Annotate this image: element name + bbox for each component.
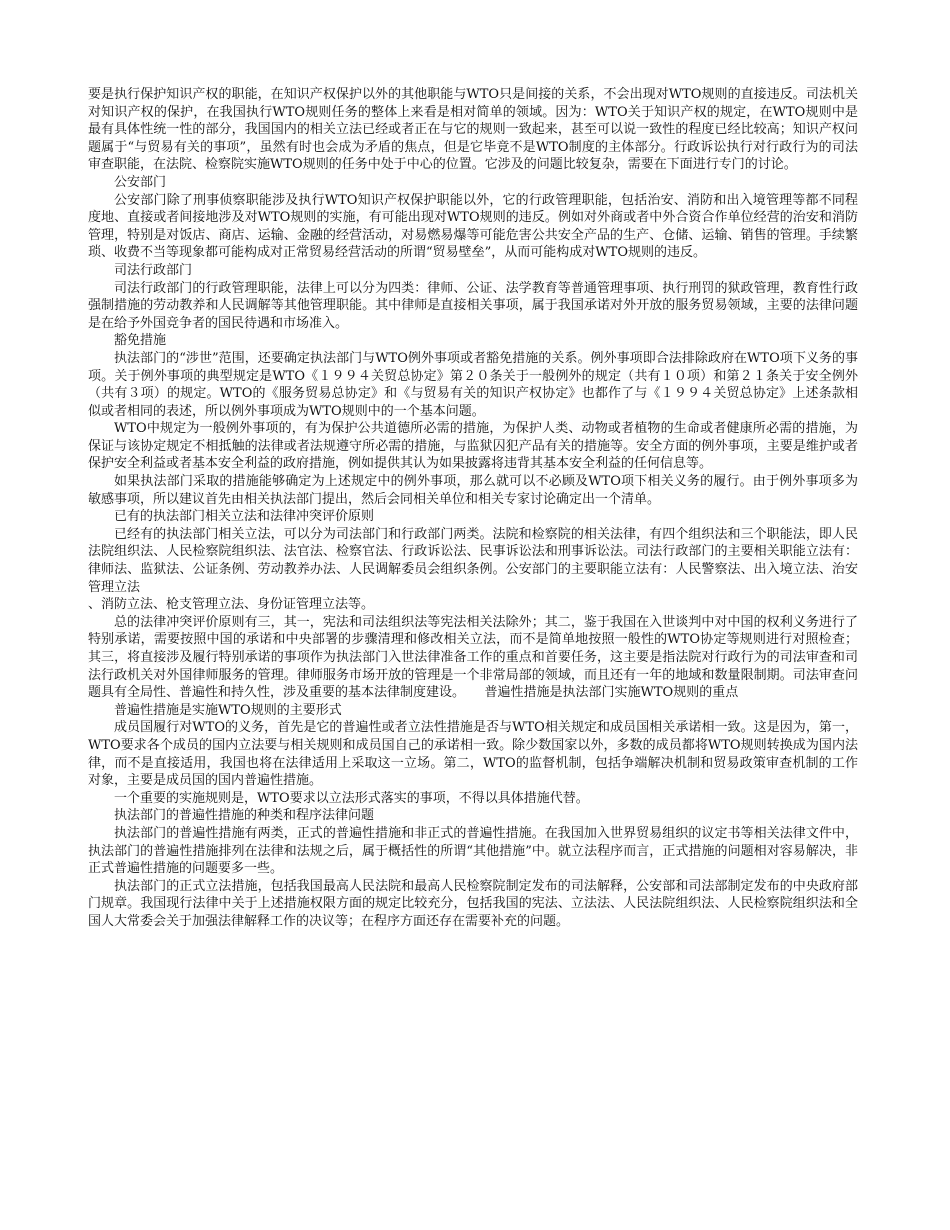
body-paragraph: 、消防立法、枪支管理立法、身份证管理立法等。 [88,597,375,613]
body-paragraph: 要是执行保护知识产权的职能，在知识产权保护以外的其他职能与WTO只是间接的关系，不会出现对WTO规则的直接违反。司法机关对知识产权的保护，在我国执行WTO规则任务的整体上来看是相对简单的领域。因为：WTO关于知识产权的规定，在WTO规则中是最有具体性统一性的部分，我国国内的相关立法已经或者正在与它的规则一致起来，甚至可以说一致性的程度已经比较高；知识产权问题属于“与贸易有关的事项”，虽然有时也会成为矛盾的焦点，但是它毕竟不是WTO制度的主体部分。行政诉讼执行对行政行为的司法审查职能，在法院、检察院实施WTO规则的任务中处于中心的位置。它涉及的问题比较复杂，需要在下面进行专门的讨论。 [88,87,858,173]
section-heading: 执法部门的普遍性措施的种类和程序法律问题 [114,808,375,824]
body-paragraph: 执法部门的正式立法措施，包括我国最高人民法院和最高人民检察院制定发布的司法解释，公安部和司法部制定发布的中央政府部门规章。我国现行法律中关于上述措施权限方面的规定比较充分，包括我国的宪法、立法法、人民法院组织法、人民检察院组织法和全国人大常委会关于加强法律解释工作的决议等；在程序方面还存在需要补充的问题。 [88,878,858,929]
body-paragraph: 司法行政部门的行政管理职能，法律上可以分为四类：律师、公证、法学教育等普通管理事项、执行刑罚的狱政管理，教育性行政强制措施的劳动教养和人民调解等其他管理职能。其中律师是直接相关事项，属于我国承诺对外开放的服务贸易领域，主要的法律问题是在给予外国竞争者的国民待遇和市场准入。 [88,280,858,331]
body-paragraph: 成员国履行对WTO的义务，首先是它的普遍性或者立法性措施是否与WTO相关规定和成员国相关承诺相一致。这是因为，第一，WTO要求各个成员的国内立法要与相关规则和成员国自己的承诺相一致。除少数国家以外，多数的成员都将WTO规则转换成为国内法律，而不是直接适用，我国也将在法律适用上采取这一立场。第二，WTO的监督机制，包括争端解决机制和贸易政策审查机制的工作对象，主要是成员国的国内普遍性措施。 [88,720,858,789]
body-paragraph: 一个重要的实施规则是，WTO要求以立法形式落实的事项，不得以具体措施代替。 [114,790,589,806]
section-heading: 公安部门 [114,174,167,190]
body-paragraph: 已经有的执法部门相关立法，可以分为司法部门和行政部门两类。法院和检察院的相关法律，有四个组织法和三个职能法，即人民法院组织法、人民检察院组织法、法官法、检察官法、行政诉讼法、民事诉讼法和刑事诉讼法。司法行政部门的主要相关职能立法有：律师法、监狱法、公证条例、劳动教养办法、人民调解委员会组织条例。公安部门的主要职能立法有：人民警察法、出入境立法、治安管理立法 [88,526,858,595]
body-paragraph: 执法部门的“涉世”范围，还要确定执法部门与WTO例外事项或者豁免措施的关系。例外事项即合法排除政府在WTO项下义务的事项。关于例外事项的典型规定是WTO《１９９４关贸总协定》第２０条关于一般例外的规定（共有１０项）和第２１条关于安全例外（共有３项）的规定。WTO的《服务贸易总协定》和《与贸易有关的知识产权协定》也都作了与《１９９４关贸总协定》上述条款相似或者相同的表述，所以例外事项成为WTO规则中的一个基本问题。 [88,350,858,419]
document-page [88,86,858,931]
section-heading: 普遍性措施是实施WTO规则的主要形式 [114,702,342,718]
section-heading: 已有的执法部门相关立法和法律冲突评价原则 [114,509,375,525]
body-paragraph: 公安部门除了刑事侦察职能涉及执行WTO知识产权保护职能以外，它的行政管理职能，包括治安、消防和出入境管理等都不同程度地、直接或者间接地涉及对WTO规则的实施，有可能出现对WTO规则的违反。例如对外商或者中外合资合作单位经营的治安和消防管理，特别是对饭店、商店、运输、金融的经营活动，对易燃易爆等可能危害公共安全产品的生产、仓储、运输、销售的管理。手续繁琐、收费不当等现象都可能构成对正常贸易经营活动的所谓“贸易壁垒”，从而可能构成对WTO规则的违反。 [88,192,858,261]
body-paragraph: 总的法律冲突评价原则有三，其一，宪法和司法组织法等宪法相关法除外；其二，鉴于我国在入世谈判中对中国的权利义务进行了特别承诺，需要按照中国的承诺和中央部署的步骤清理和修改相关立法，而不是简单地按照一般性的WTO协定等规则进行对照检查；其三，将直接涉及履行特别承诺的事项作为执法部门入世法律准备工作的重点和首要任务，这主要是指法院对行政行为的司法审查和司法行政机关对外国律师服务的管理。律师服务市场开放的管理是一个非常局部的领域，而且还有一年的地域和数量限制期。司法审查问题具有全局性、普遍性和持久性，涉及重要的基本法律制度建设。 普遍性措施是执法部门实施WTO规则的重点 [88,614,858,701]
body-paragraph: 如果执法部门采取的措施能够确定为上述规定中的例外事项，那么就可以不必顾及WTO项下相关义务的履行。由于例外事项多为敏感事项，所以建议首先由相关执法部门提出，然后会同相关单位和相关专家讨论确定出一个清单。 [88,474,858,507]
section-heading: 豁免措施 [114,333,167,349]
section-heading: 司法行政部门 [114,262,193,278]
body-paragraph: WTO中规定为一般例外事项的，有为保护公共道德所必需的措施，为保护人类、动物或者植物的生命或者健康所必需的措施，为保证与该协定规定不相抵触的法律或者法规遵守所必需的措施，与监狱囚犯产品有关的措施等。安全方面的例外事项，主要是维护或者保护安全利益或者基本安全利益的政府措施，例如提供其认为如果披露将违背其基本安全利益的任何信息等。 [88,421,858,472]
body-paragraph: 执法部门的普遍性措施有两类，正式的普遍性措施和非正式的普遍性措施。在我国加入世界贸易组织的议定书等相关法律文件中，执法部门的普遍性措施排列在法律和法规之后，属于概括性的所谓“其他措施”中。就立法程序而言，正式措施的问题相对容易解决，非正式普遍性措施的问题要多一些。 [88,825,858,877]
